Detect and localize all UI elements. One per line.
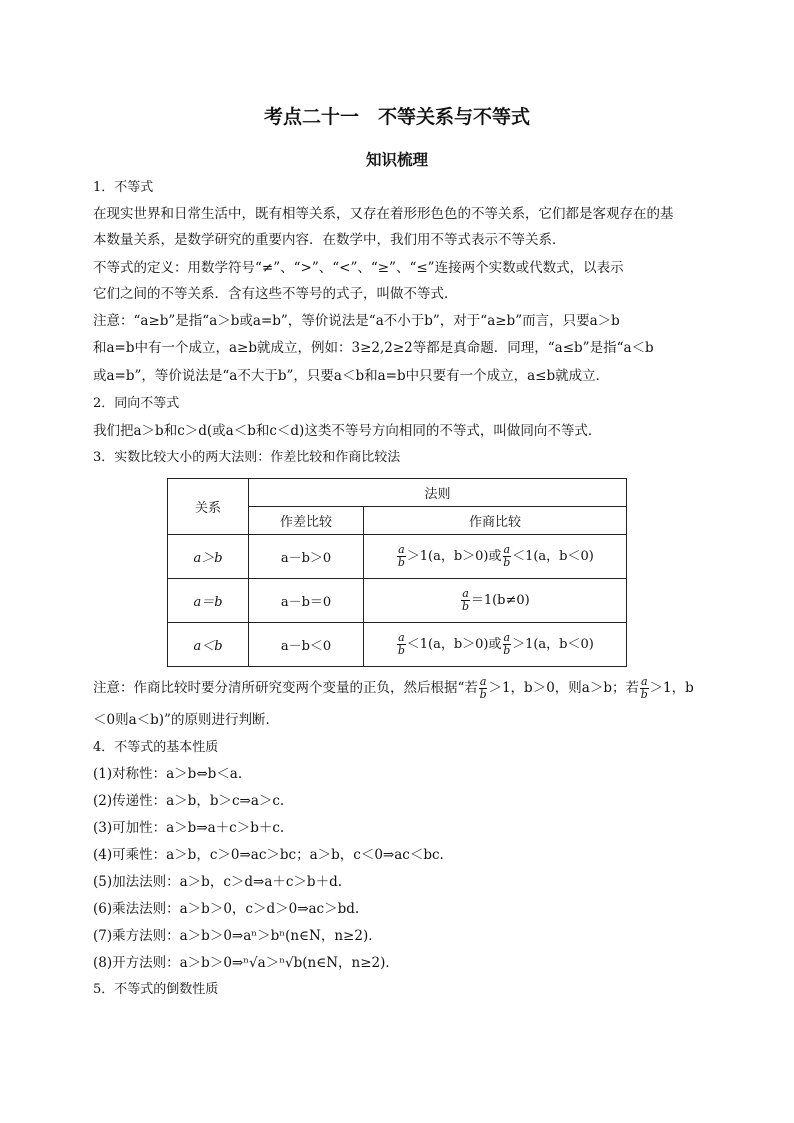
section-heading-5: 5．不等式的倒数性质	[93, 982, 219, 997]
header-rule: 法则	[249, 479, 627, 507]
fraction: $\frac{a}{b}$	[503, 631, 511, 657]
section-heading-3: 3．实数比较大小的两大法则：作差比较和作商比较法	[93, 450, 401, 465]
section-heading-2: 2．同向不等式	[93, 396, 180, 411]
fraction: $\frac{a}{b}$	[479, 675, 487, 701]
paragraph-line: 或a=b”，等价说法是“a不大于b”，只要a＜b和a=b中只要有一个成立，a≤b就成立．	[93, 368, 610, 384]
paragraph-line: 我们把a＞b和c＞d(或a＜b和c＜d)这类不等号方向相同的不等式，叫做同向不等式．	[93, 423, 602, 439]
cell-relation: a＜b	[168, 623, 249, 667]
property-item: (1)对称性：a＞b⇔b＜a.	[93, 766, 243, 782]
note-line: 注意：作商比较时要分清所研究变两个变量的正负，然后根据“若 $\frac{a}{b}$ ＞1，b＞0，则a＞b；若 $\frac{a}{b}$ ＞1，b	[93, 675, 694, 701]
property-item: (3)可加性：a＞b⇒a＋c＞b＋c.	[93, 820, 285, 836]
section-heading-4: 4．不等式的基本性质	[93, 740, 219, 755]
cell-diff: a－b＞0	[249, 535, 364, 579]
cell-diff: a－b＜0	[249, 623, 364, 667]
table-row	[168, 535, 627, 579]
fraction: $\frac{a}{b}$	[397, 543, 405, 569]
paragraph-line: 不等式的定义：用数学符号“≠”、“>”、“<”、“≥”、“≤”连接两个实数或代数式，以表示	[93, 260, 624, 276]
paragraph-line: 注意：“a≥b”是指“a＞b或a=b”，等价说法是“a不小于b”，对于“a≥b”而言，只要a＞b	[93, 313, 620, 329]
section-subtitle: 知识梳理	[365, 151, 428, 169]
fraction: $\frac{a}{b}$	[503, 543, 511, 569]
property-item: (5)加法法则：a＞b，c＞d⇒a＋c＞b＋d.	[93, 874, 343, 890]
header-relation: 关系	[168, 479, 249, 535]
comparison-table	[167, 478, 627, 667]
paragraph-line: 它们之间的不等关系．含有这些不等号的式子，叫做不等式．	[93, 286, 458, 302]
fraction: $\frac{a}{b}$	[397, 631, 405, 657]
table-row	[168, 623, 627, 667]
cell-relation: a＝b	[168, 579, 249, 623]
property-item: (7)乘方法则：a＞b＞0⇒aⁿ＞bⁿ(n∈N，n≥2)．	[93, 928, 382, 944]
paragraph-line: 本数量关系，是数学研究的重要内容．在数学中，我们用不等式表示不等关系．	[93, 232, 566, 248]
property-item: (6)乘法法则：a＞b＞0，c＞d＞0⇒ac＞bd.	[93, 901, 360, 917]
cell-quot: $\frac{a}{b}$ ＜1(a，b＞0)或 $\frac{a}{b}$ ＞1(a，b＜0)	[364, 623, 627, 667]
property-item: (4)可乘性：a＞b，c＞0⇒ac＞bc；a＞b，c＜0⇒ac＜bc.	[93, 847, 444, 863]
fraction: $\frac{a}{b}$	[640, 675, 648, 701]
note-line: ＜0则a＜b)”的原则进行判断．	[93, 712, 279, 728]
fraction: $\frac{a}{b}$	[462, 587, 470, 613]
table-row	[168, 579, 627, 623]
paragraph-line: 和a=b中有一个成立，a≥b就成立，例如：3≥2,2≥2等都是真命题．同理，“a≤b”是指“a＜b	[93, 340, 654, 356]
header-quot: 作商比较	[364, 507, 627, 535]
cell-quot: $\frac{a}{b}$ ＞1(a，b＞0)或 $\frac{a}{b}$ ＜1(a，b＜0)	[364, 535, 627, 579]
header-diff: 作差比较	[249, 507, 364, 535]
cell-relation: a＞b	[168, 535, 249, 579]
page-title: 考点二十一 不等关系与不等式	[263, 106, 530, 128]
paragraph-line: 在现实世界和日常生活中，既有相等关系，又存在着形形色色的不等关系，它们都是客观存在的基	[93, 206, 674, 222]
property-item: (8)开方法则：a＞b＞0⇒ⁿ√a＞ⁿ√b(n∈N，n≥2)．	[93, 955, 399, 971]
property-item: (2)传递性：a＞b，b＞c⇒a＞c.	[93, 793, 285, 809]
cell-quot: $\frac{a}{b}$ ＝1(b≠0)	[364, 579, 627, 623]
section-heading-1: 1．不等式	[93, 180, 154, 195]
cell-diff: a－b＝0	[249, 579, 364, 623]
